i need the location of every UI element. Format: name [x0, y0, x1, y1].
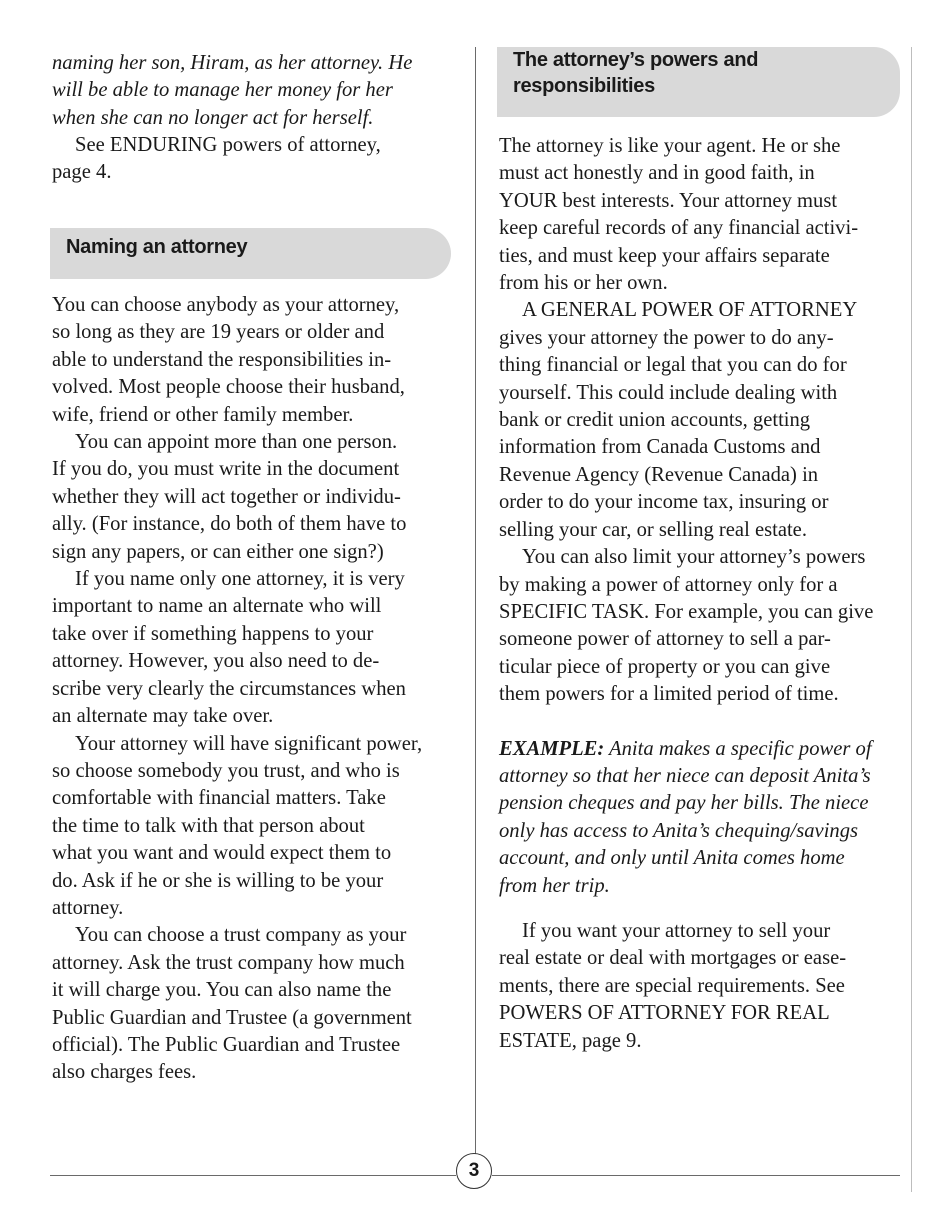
paragraph-trust-company: You can choose a trust company as your attorney. Ask the trust company how much it will charge you. You can also name the Public Guardian and Trustee (a government official). The Public Guardian and Trustee also charges fees.: [52, 924, 412, 1084]
see-enduring-text: See ENDURING powers of attorney, page 4.: [52, 134, 381, 184]
column-divider: [475, 47, 476, 1175]
paragraph-general-power: A GENERAL POWER OF ATTORNEY gives your attorney the power to do any- thing financial or legal that you can do for yourself. This could include dealing with bank or credit union accounts, getting information from Canada Customs and Revenue Agency (Revenue Canada) in order to do your income tax, insuring or selling your car, or selling real estate.: [499, 299, 858, 541]
intro-text: naming her son, Hiram, as her attorney. He will be able to manage her money for her when she can no longer act for herself.: [52, 52, 413, 129]
paragraph-alternate: If you name only one attorney, it is very important to name an alternate who will take over if something happens to your attorney. However, you also need to de- scribe very clearly the circumstances when an alternate may take over.: [52, 568, 406, 728]
paragraph-more-than-one: You can appoint more than one person. If you do, you must write in the document whether they will act together or individu- ally. (For instance, do both of them have to sign any papers, or can either one sign?): [52, 431, 407, 563]
paragraph-agent: The attorney is like your agent. He or she must act honestly and in good faith, in YOUR best interests. Your attorney must keep careful records of any financial activi- ties, and must keep your affairs separate from his or her own.: [499, 135, 859, 295]
section-heading: The attorney’s powers and responsibilities: [513, 49, 759, 97]
right-edge-rule: [911, 47, 912, 1192]
example-block: EXAMPLE: Anita makes a specific power of attorney so that her niece can deposit Anita’s pension cheques and pay her bills. The niece only has access to Anita’s chequing/savings account, and only until Anita comes home from her trip.: [499, 737, 872, 897]
right-body: [499, 133, 907, 1055]
paragraph-significant-power: Your attorney will have significant power, so choose somebody you trust, and who is comfortable with financial matters. Take the time to talk with that person about what you want and would expect them to do. Ask if he or she is willing to be your attorney.: [52, 732, 423, 919]
powers-heading-box: [497, 47, 900, 117]
paragraph-choose-anybody: You can choose anybody as your attorney, so long as they are 19 years or older and able to understand the responsibilities in- volved. Most people choose their husband, wife, friend or other family member.: [52, 294, 405, 426]
section-heading: Naming an attorney: [66, 236, 248, 258]
paragraph-specific-task: You can also limit your attorney’s powers by making a power of attorney only for a SPECIFIC TASK. For example, you can give someone power of attorney to sell a par- ticular piece of property or you can give them powers for a limited period of time.: [499, 546, 874, 706]
naming-attorney-heading-box: [50, 228, 451, 279]
paragraph-real-estate: If you want your attorney to sell your real estate or deal with mortgages or ease- ments, there are special requirements. See POWERS OF ATTORNEY FOR REAL ESTATE, page 9.: [499, 919, 847, 1052]
footer-rule-right: [492, 1175, 900, 1176]
page-number: 3: [456, 1153, 492, 1189]
example-label: EXAMPLE:: [499, 737, 605, 760]
left-body: [52, 292, 462, 1087]
footer-rule-left: [50, 1175, 456, 1176]
